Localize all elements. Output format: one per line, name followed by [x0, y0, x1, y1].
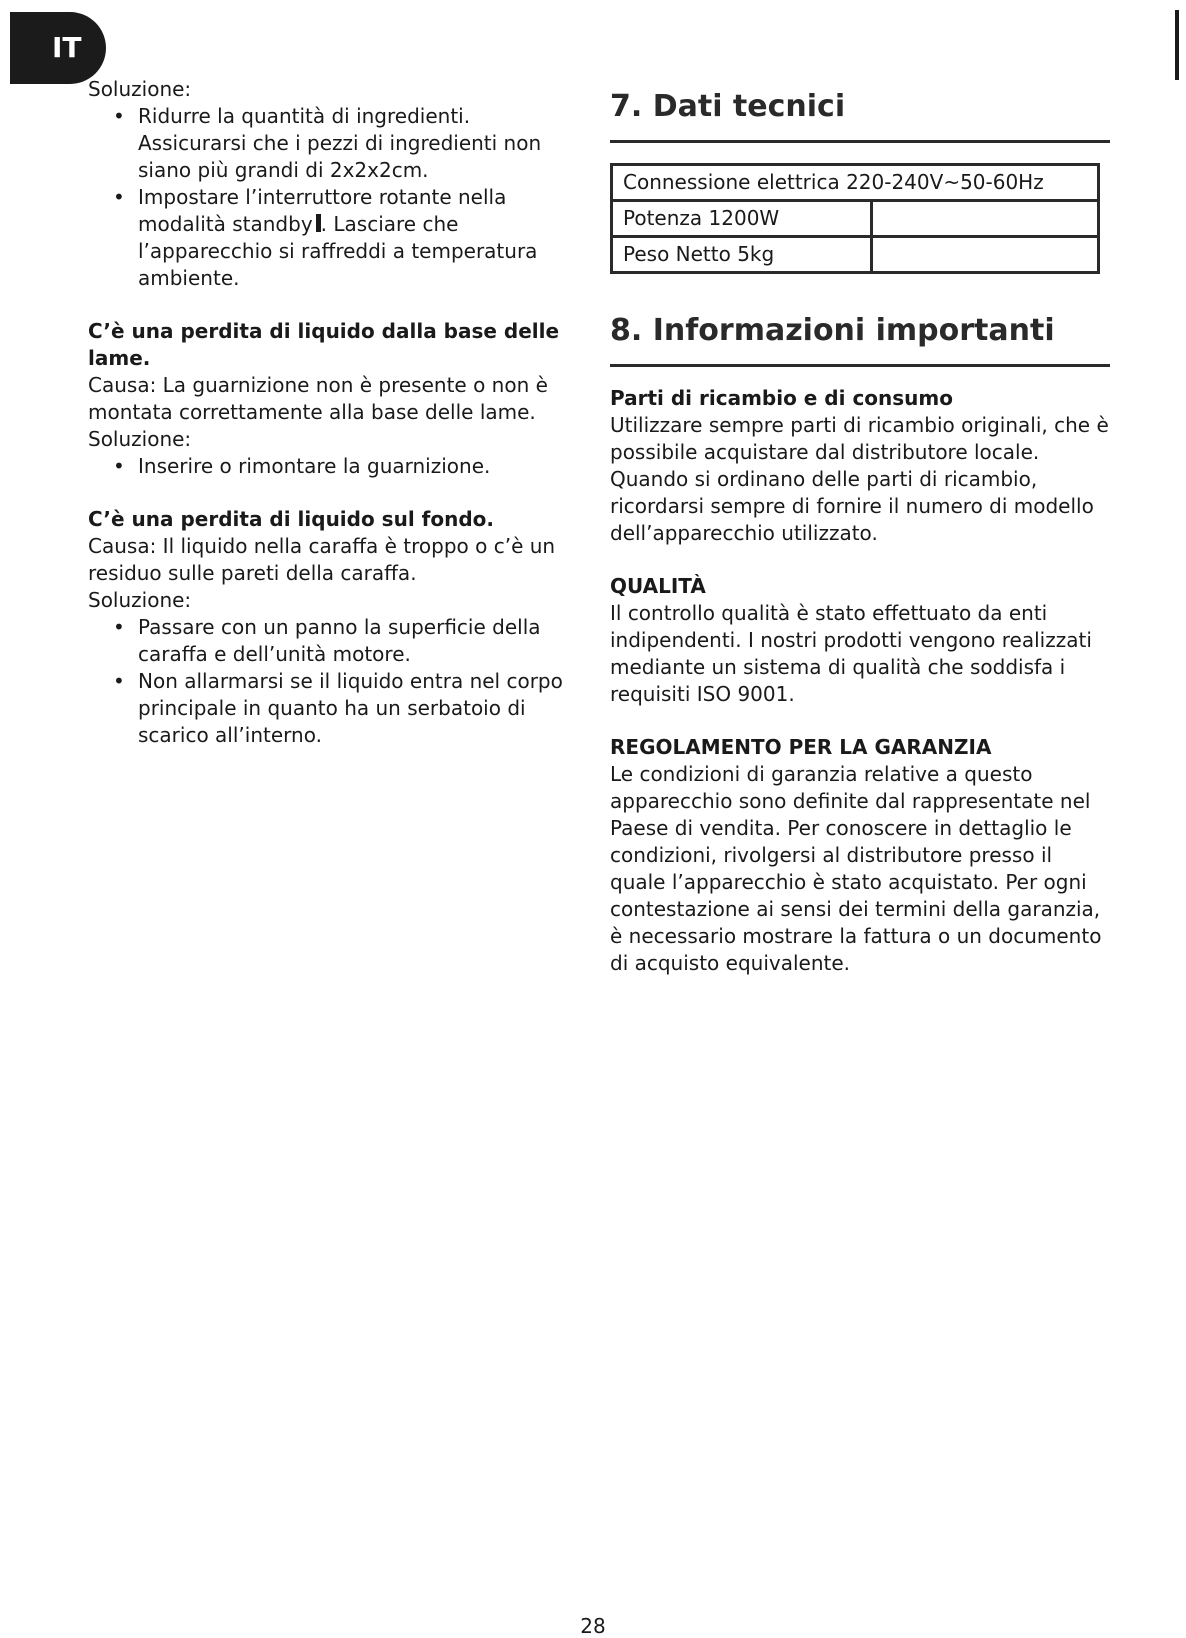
- solution-item: • Ridurre la quantità di ingredienti. Assicurarsi che i pezzi di ingredienti non siano più grandi di 2x2x2cm.: [113, 104, 542, 182]
- problem-title: C’è una perdita di liquido dalla base delle lame.: [88, 319, 560, 370]
- quality-block: [610, 573, 1110, 708]
- section-8: [610, 312, 1110, 977]
- paragraph: Il controllo qualità è stato effettuato da enti indipendenti. I nostri prodotti vengono realizzati mediante un sistema di qualità che soddisfa i requisiti ISO 9001.: [610, 601, 1092, 706]
- problem-title: C’è una perdita di liquido sul fondo.: [88, 507, 494, 531]
- section-8-title: 8. Informazioni importanti: [610, 312, 1110, 367]
- cause-text: Causa: Il liquido nella caraffa è troppo o c’è un residuo sulle pareti della caraffa.: [88, 534, 556, 585]
- solution-label: Soluzione:: [88, 427, 192, 451]
- info-column: [610, 88, 1110, 977]
- solution-item-text: Ridurre la quantità di ingredienti. Assicurarsi che i pezzi di ingredienti non siano più grandi di 2x2x2cm.: [138, 104, 542, 182]
- section-7-title: 7. Dati tecnici: [610, 88, 1110, 143]
- solution-item-text: . Lasciare che l’apparecchio si raffreddi a temperatura ambiente.: [138, 212, 538, 290]
- solution-list: [88, 614, 568, 749]
- troubleshooting-column: [88, 76, 568, 749]
- solution-item: • Inserire o rimontare la guarnizione.: [113, 454, 491, 478]
- edge-marker: [1175, 10, 1179, 80]
- paragraph: Le condizioni di garanzia relative a questo apparecchio sono definite dal rappresentate nel Paese di vendita. Per conoscere in dettaglio le condizioni, rivolgersi al distributore presso il quale l’apparecchio è stato acquistato. Per ogni contestazione ai sensi dei termini della garanzia, è necessario mostrare la fattura o un documento di acquisto equivalente.: [610, 762, 1102, 975]
- subsection-heading: REGOLAMENTO PER LA GARANZIA: [610, 735, 992, 759]
- technical-data-table: [610, 163, 1100, 274]
- solution-item: • Impostare l’interruttore rotante nella modalità standby . Lasciare che l’apparecchio si raffreddi a temperatura ambiente.: [113, 185, 538, 290]
- solution-item-text: Impostare l’interruttore rotante nella modalità standby: [138, 185, 507, 236]
- page-number: 28: [580, 1614, 606, 1638]
- solution-item-text: Inserire o rimontare la guarnizione.: [138, 454, 491, 478]
- cause-text: Causa: La guarnizione non è presente o non è montata correttamente alla base delle lame.: [88, 373, 548, 424]
- solution-item: • Non allarmarsi se il liquido entra nel corpo principale in quanto ha un serbatoio di scarico all’interno.: [113, 669, 563, 747]
- language-tab: IT: [10, 12, 106, 84]
- table-cell-empty: [872, 237, 1099, 273]
- solution-label: Soluzione:: [88, 588, 192, 612]
- table-cell: Peso Netto 5kg: [612, 237, 872, 273]
- paragraph: Utilizzare sempre parti di ricambio originali, che è possibile acquistare dal distributore locale. Quando si ordinano delle parti di ricambio, ricordarsi sempre di fornire il numero di modello dell’apparecchio utilizzato.: [610, 413, 1109, 545]
- solution-list: [88, 453, 568, 480]
- table-cell-empty: [872, 201, 1099, 237]
- table-cell: Potenza 1200W: [612, 201, 872, 237]
- spare-parts-block: [610, 385, 1110, 547]
- warranty-block: [610, 734, 1110, 977]
- subsection-heading: QUALITÀ: [610, 574, 706, 598]
- solution-list: [88, 103, 568, 292]
- solution-item-text: Passare con un panno la superficie della caraffa e dell’unità motore.: [138, 615, 541, 666]
- solution-item: • Passare con un panno la superficie della caraffa e dell’unità motore.: [113, 615, 541, 666]
- table-row: [612, 201, 1099, 237]
- solution-item-text: Non allarmarsi se il liquido entra nel corpo principale in quanto ha un serbatoio di scarico all’interno.: [138, 669, 563, 747]
- subsection-heading: Parti di ricambio e di consumo: [610, 386, 953, 410]
- solution-label: Soluzione:: [88, 77, 192, 101]
- table-cell: Connessione elettrica 220-240V~50-60Hz: [612, 165, 1099, 201]
- table-row: [612, 237, 1099, 273]
- table-row: [612, 165, 1099, 201]
